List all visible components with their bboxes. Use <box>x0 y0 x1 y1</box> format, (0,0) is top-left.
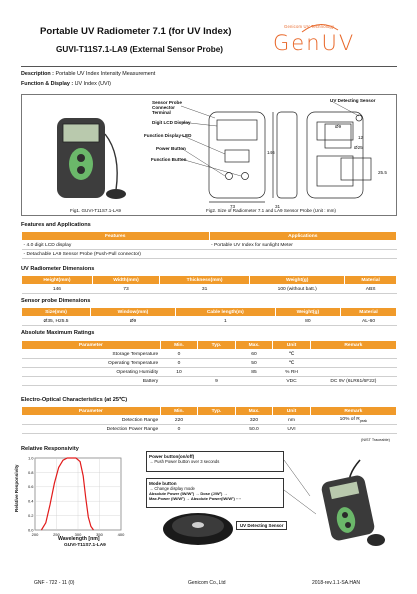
eo-cell <box>310 425 396 434</box>
abs-cell <box>235 377 273 386</box>
eo-remark-text: 10% of R <box>339 417 360 423</box>
eo-cell <box>198 425 236 434</box>
abs-cell: 9 <box>198 377 236 386</box>
eo-header: Typ. <box>198 407 236 416</box>
dims-header: Height(mm) <box>22 276 93 285</box>
fig2-caption: Fig2. Size of Radiometer 7.1 and LA9 Sensor Probe (Unit : mm) <box>206 208 336 213</box>
probe-header: Weight(g) <box>275 308 340 317</box>
eo-cell: Detection Power Range <box>22 425 161 434</box>
eo-cell <box>198 416 236 425</box>
y-tick-label: 0.2 <box>27 513 34 518</box>
x-tick-label: 250 <box>53 532 60 537</box>
features-heading: Features and Applications <box>21 222 91 228</box>
document-title: Portable UV Radiometer 7.1 (for UV Index) <box>40 26 232 37</box>
footer-center: Genicom Co.,Ltd <box>188 580 226 586</box>
power-callout-title: Power button(on/off) <box>149 454 195 459</box>
probe-table <box>21 307 397 326</box>
chart-xlabel: Wavelength [nm] <box>58 536 100 542</box>
y-tick-label: 0.8 <box>27 469 34 475</box>
label-sensor-probe: Sensor Probe Connector Terminal <box>152 100 182 115</box>
device-figures <box>21 94 397 216</box>
dim-12: 12 <box>358 135 364 140</box>
response-heading: Relative Responsivity <box>21 446 79 452</box>
callout-leaders <box>200 456 320 516</box>
fig1-caption: Fig1. GUVI-T11S7.1-LA9 <box>70 208 121 213</box>
eo-cell: 220 <box>160 416 198 425</box>
abs-cell: VDC <box>273 377 311 386</box>
header-divider <box>21 66 397 67</box>
probe-cell: Ø9 <box>91 317 176 326</box>
radiometer-drawing <box>209 112 371 202</box>
abs-table <box>21 340 397 386</box>
abs-header: Typ. <box>198 341 236 350</box>
eo-header: Min. <box>160 407 198 416</box>
feature-1: - 4.0 digit LCD display <box>22 241 210 250</box>
dim-9: Ø9 <box>335 124 342 129</box>
abs-cell: 85 <box>235 368 273 377</box>
dim-25: Ø25 <box>354 145 363 150</box>
abs-cell: ℃ <box>273 359 311 368</box>
eo-cell: 0 <box>160 425 198 434</box>
mode-callout-l3: Max.Power (IW/W²) → Absolute Power(IW/W²) ···· <box>149 496 242 501</box>
eo-header: Parameter <box>22 407 161 416</box>
dim-73: 73 <box>230 204 236 209</box>
dims-header: Weight(g) <box>250 276 345 285</box>
eo-cell: UVI <box>273 425 311 434</box>
abs-cell <box>198 368 236 377</box>
eo-header: Unit <box>273 407 311 416</box>
nist-note: (NIST Traceable) <box>361 438 390 442</box>
features-col: Features <box>22 232 210 241</box>
probe-cell: Ø35, H25.5 <box>22 317 91 326</box>
dim-31: 31 <box>275 204 281 209</box>
eo-remark-sub: peak <box>359 418 368 423</box>
function-text: UV Index (UVI) <box>74 81 111 87</box>
probe-header: Cable length(m) <box>175 308 275 317</box>
dim-146: 146 <box>267 150 275 155</box>
label-lcd: Digit LCD Display <box>152 120 191 125</box>
abs-cell: Operating Temperature <box>22 359 161 368</box>
probe-header: Size(mm) <box>22 308 91 317</box>
power-callout-text: → Push Power button over 3 seconds <box>149 459 220 464</box>
abs-cell: % RH <box>273 368 311 377</box>
eo-header: Max. <box>235 407 273 416</box>
abs-cell: 60 <box>235 350 273 359</box>
function-label: Function & Display : <box>21 81 74 87</box>
y-tick-label: 1.0 <box>27 455 34 461</box>
abs-header: Max. <box>235 341 273 350</box>
y-tick-label: 0.0 <box>27 527 34 533</box>
chart-ylabel: Relative Responsivity <box>14 464 19 512</box>
dims-cell: ABS <box>345 285 397 294</box>
probe-cell: 1 <box>175 317 275 326</box>
applications-col: Applications <box>209 232 397 241</box>
dims-header: Material <box>345 276 397 285</box>
abs-cell: 50 <box>235 359 273 368</box>
feature-2: - Detachable LA9 Sensor Probe (Push-Pull connector) <box>22 250 210 259</box>
eo-cell: nm <box>273 416 311 425</box>
abs-cell: ℃ <box>273 350 311 359</box>
label-function-button: Function Button <box>151 157 187 162</box>
abs-cell <box>160 377 198 386</box>
function-line <box>21 81 111 87</box>
abs-cell: 0 <box>160 350 198 359</box>
abs-header: Min. <box>160 341 198 350</box>
leader-lines <box>181 102 359 176</box>
abs-cell: Storage Temperature <box>22 350 161 359</box>
dims-cell: 31 <box>160 285 250 294</box>
abs-header: Parameter <box>22 341 161 350</box>
footer-right: 2018-rev.1.1-SA.HAN <box>312 580 360 586</box>
radiometer-photo <box>57 118 126 199</box>
abs-cell <box>198 350 236 359</box>
x-tick-label: 300 <box>74 532 82 537</box>
probe-cell: 80 <box>275 317 340 326</box>
label-func-led: Function Display LED <box>144 133 192 138</box>
logo-tagline: Genicom UV Technology <box>284 24 335 29</box>
mode-callout-l2: Absolute Power (IW/W²) → Dose (J/W²) → <box>149 491 228 496</box>
model-subtitle: GUVI-T11S7.1-LA9 (External Sensor Probe) <box>56 45 223 54</box>
eo-remark <box>310 416 396 425</box>
eo-cell: Detection Range <box>22 416 161 425</box>
description-line <box>21 71 155 77</box>
uv-sensor-callout: UV Detecting Sensor <box>236 521 287 530</box>
dim-255: 25.5 <box>378 170 387 175</box>
mode-callout-l1: → Change display mode <box>149 486 195 491</box>
abs-cell <box>310 359 396 368</box>
probe-heading: Sensor probe Dimensions <box>21 298 91 304</box>
abs-cell: Operating Humidity <box>22 368 161 377</box>
dims-heading: UV Radiometer Dimensions <box>21 266 95 272</box>
eo-heading: Electro-Optical Characteristics (at 25℃) <box>21 397 128 403</box>
x-tick-label: 350 <box>96 532 103 537</box>
y-tick-label: 0.6 <box>27 484 34 490</box>
dims-header: Thickness(mm) <box>160 276 250 285</box>
abs-header: Remark <box>310 341 396 350</box>
abs-header: Unit <box>273 341 311 350</box>
abs-cell: Battery <box>22 377 161 386</box>
abs-cell: DC 9V (6LR61/6F22) <box>310 377 396 386</box>
probe-cell: AL-60 <box>341 317 397 326</box>
probe-header: Window(mm) <box>91 308 176 317</box>
logo-swoosh-icon <box>300 22 340 34</box>
application-1: - Portable UV Index for sunlight Meter <box>209 241 397 250</box>
x-tick-label: 400 <box>117 532 125 537</box>
abs-cell <box>310 350 396 359</box>
label-uv-sensor: UV Detecting Sensor <box>330 98 376 103</box>
dims-table <box>21 275 397 294</box>
eo-cell: 320 <box>235 416 273 425</box>
dims-cell: 146 <box>22 285 93 294</box>
x-tick-label: 200 <box>31 532 39 537</box>
description-text: Portable UV Index Intensity Measurement <box>55 71 156 77</box>
y-tick-label: 0.4 <box>27 498 34 504</box>
abs-heading: Absolute Maximum Ratings <box>21 330 95 336</box>
abs-cell: 0 <box>160 359 198 368</box>
footer-left: GNF - 722 - 11 (0) <box>34 580 75 586</box>
dims-header: Width(mm) <box>92 276 159 285</box>
probe-header: Material <box>341 308 397 317</box>
features-table <box>21 231 397 259</box>
mode-callout-title: Mode button <box>149 481 177 486</box>
abs-cell: 10 <box>160 368 198 377</box>
abs-cell <box>198 359 236 368</box>
eo-cell: 50.0 <box>235 425 273 434</box>
label-power-button: Power Button <box>156 146 186 151</box>
description-label: Description : <box>21 71 54 77</box>
chart-model: GUVI-T11S7.1-LA9 <box>64 543 106 548</box>
genuv-logo: GenUV <box>273 31 356 55</box>
eo-header: Remark <box>310 407 396 416</box>
dims-cell: 73 <box>92 285 159 294</box>
eo-table <box>21 406 397 434</box>
dims-cell: 100 (without batt.) <box>250 285 345 294</box>
abs-cell <box>310 368 396 377</box>
